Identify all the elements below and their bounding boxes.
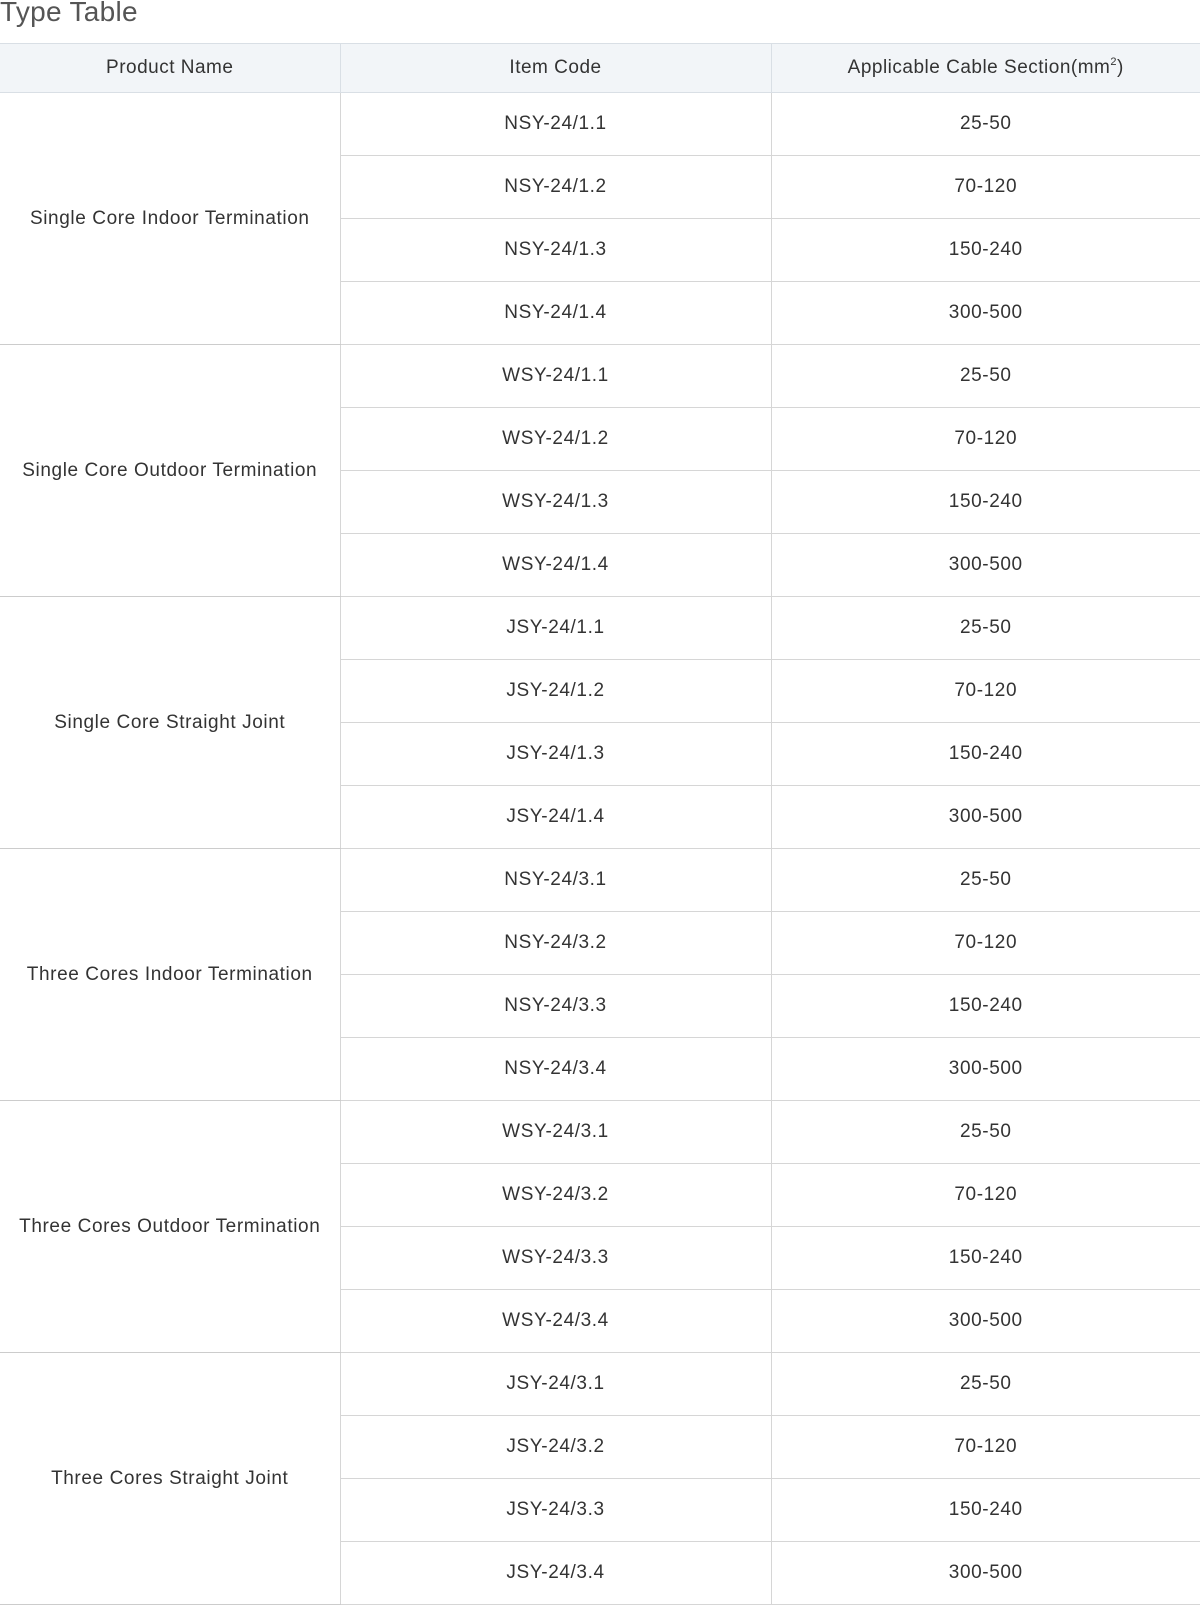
cable-section-cell: 150-240 [771,471,1200,534]
cable-section-cell: 300-500 [771,1542,1200,1605]
type-table [0,43,1200,1605]
product-name-cell: Three Cores Straight Joint [0,1353,340,1605]
item-code-cell: JSY-24/1.3 [340,723,771,786]
cable-section-cell: 150-240 [771,1479,1200,1542]
item-code-cell: JSY-24/3.4 [340,1542,771,1605]
product-name-cell: Three Cores Indoor Termination [0,849,340,1101]
item-code-cell: NSY-24/3.3 [340,975,771,1038]
header-item-code: Item Code [340,44,771,93]
cable-section-cell: 300-500 [771,1290,1200,1353]
item-code-cell: JSY-24/3.3 [340,1479,771,1542]
cable-section-cell: 25-50 [771,345,1200,408]
table-row [0,1353,1200,1416]
table-header [0,44,1200,93]
item-code-cell: NSY-24/3.2 [340,912,771,975]
product-name-cell: Single Core Indoor Termination [0,93,340,345]
product-name-cell: Single Core Outdoor Termination [0,345,340,597]
table-row [0,93,1200,156]
item-code-cell: NSY-24/3.4 [340,1038,771,1101]
item-code-cell: NSY-24/1.2 [340,156,771,219]
page-title: Type Table [0,0,138,27]
item-code-cell: JSY-24/3.2 [340,1416,771,1479]
item-code-cell: WSY-24/1.1 [340,345,771,408]
table-body [0,93,1200,1605]
header-cable-section-superscript: 2 [1110,56,1118,68]
cable-section-cell: 150-240 [771,975,1200,1038]
cable-section-cell: 70-120 [771,156,1200,219]
item-code-cell: JSY-24/1.2 [340,660,771,723]
table-row [0,597,1200,660]
cable-section-cell: 300-500 [771,282,1200,345]
item-code-cell: JSY-24/1.1 [340,597,771,660]
cable-section-cell: 150-240 [771,1227,1200,1290]
table-row [0,849,1200,912]
item-code-cell: WSY-24/3.1 [340,1101,771,1164]
cable-section-cell: 25-50 [771,1353,1200,1416]
item-code-cell: JSY-24/3.1 [340,1353,771,1416]
cable-section-cell: 300-500 [771,1038,1200,1101]
cable-section-cell: 70-120 [771,660,1200,723]
product-name-cell: Three Cores Outdoor Termination [0,1101,340,1353]
cable-section-cell: 25-50 [771,1101,1200,1164]
cable-section-cell: 25-50 [771,849,1200,912]
cable-section-cell: 150-240 [771,723,1200,786]
item-code-cell: NSY-24/1.1 [340,93,771,156]
header-product-name: Product Name [0,44,340,93]
header-cable-section-suffix: ) [1117,57,1124,78]
header-cable-section [771,44,1200,93]
cable-section-cell: 70-120 [771,1416,1200,1479]
table-row [0,1101,1200,1164]
cable-section-cell: 150-240 [771,219,1200,282]
cable-section-cell: 70-120 [771,912,1200,975]
cable-section-cell: 300-500 [771,786,1200,849]
cable-section-cell: 70-120 [771,1164,1200,1227]
product-name-cell: Single Core Straight Joint [0,597,340,849]
item-code-cell: WSY-24/1.4 [340,534,771,597]
cable-section-cell: 25-50 [771,597,1200,660]
item-code-cell: WSY-24/3.2 [340,1164,771,1227]
header-row [0,44,1200,93]
item-code-cell: NSY-24/3.1 [340,849,771,912]
item-code-cell: NSY-24/1.4 [340,282,771,345]
cable-section-cell: 70-120 [771,408,1200,471]
item-code-cell: WSY-24/3.3 [340,1227,771,1290]
cable-section-cell: 300-500 [771,534,1200,597]
item-code-cell: WSY-24/1.3 [340,471,771,534]
item-code-cell: NSY-24/1.3 [340,219,771,282]
cable-section-cell: 25-50 [771,93,1200,156]
item-code-cell: JSY-24/1.4 [340,786,771,849]
header-cable-section-label: Applicable Cable Section(mm [847,57,1111,78]
item-code-cell: WSY-24/3.4 [340,1290,771,1353]
table-row [0,345,1200,408]
item-code-cell: WSY-24/1.2 [340,408,771,471]
